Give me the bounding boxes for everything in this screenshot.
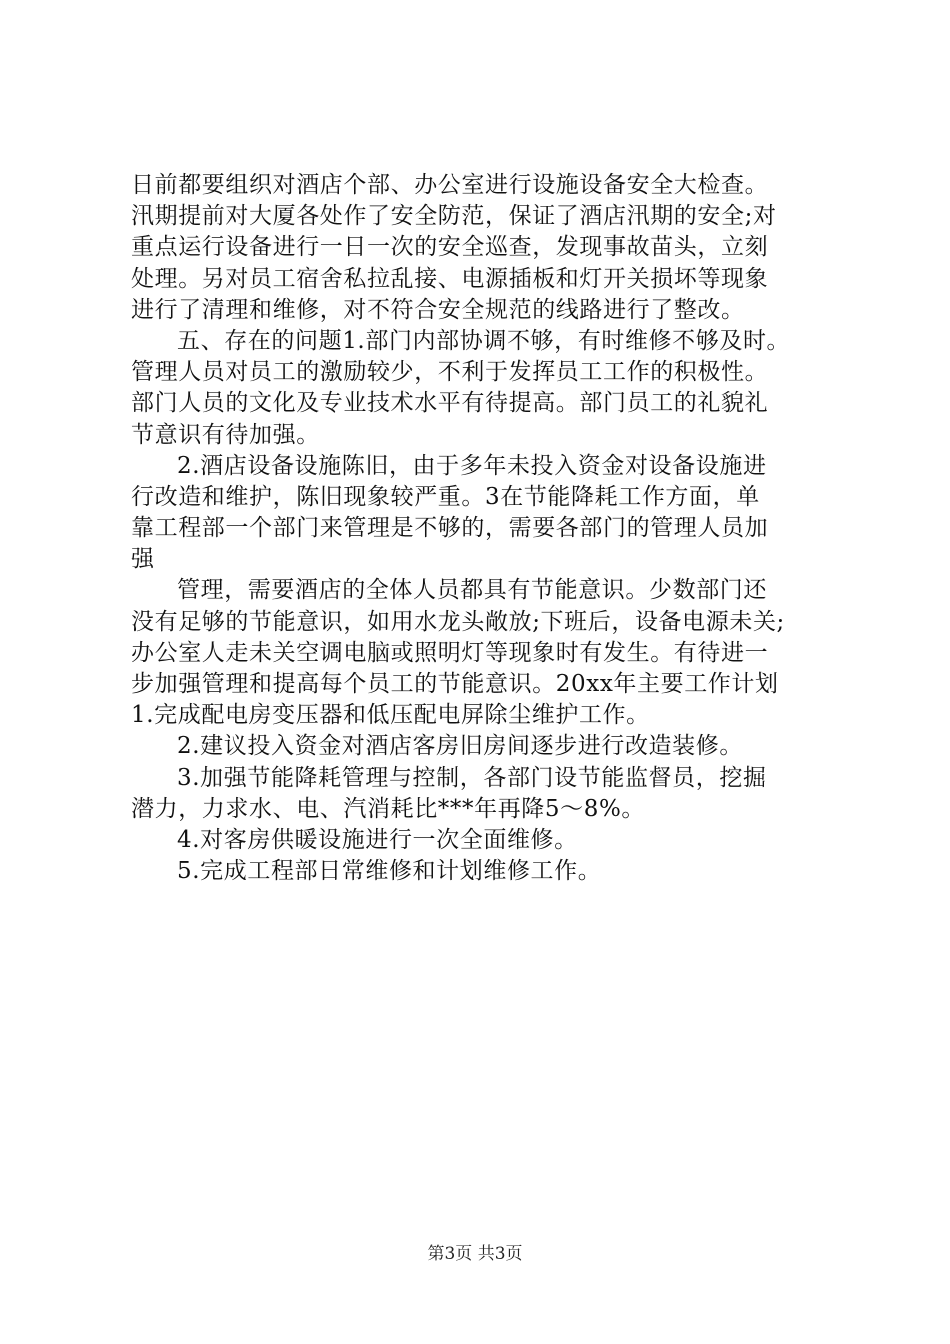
text-line: 办公室人走未关空调电脑或照明灯等现象时有发生。有待进一 [131,639,769,666]
text-line: 强 [131,546,155,573]
text-line: 汛期提前对大厦各处作了安全防范，保证了酒店汛期的安全;对 [131,203,777,230]
plan-item-2: 2.建议投入资金对酒店客房旧房间逐步进行改造装修。 [177,733,743,760]
plan-item-4: 4.对客房供暖设施进行一次全面维修。 [177,826,578,853]
plan-item-3: 3.加强节能降耗管理与控制，各部门设节能监督员，挖掘 [177,764,767,791]
text-line: 管理人员对员工的激励较少，不利于发挥员工工作的积极性。 [131,359,769,386]
section-heading-line: 五、存在的问题1.部门内部协调不够，有时维修不够及时。 [177,327,791,354]
text-line: 处理。另对员工宿舍私拉乱接、电源插板和灯开关损坏等现象 [131,265,769,292]
text-line: 节意识有待加强。 [131,421,320,448]
text-line: 靠工程部一个部门来管理是不够的，需要各部门的管理人员加 [131,515,769,542]
text-line: 行改造和维护，陈旧现象较严重。3在节能降耗工作方面，单 [131,483,760,510]
text-line: 部门人员的文化及专业技术水平有待提高。部门员工的礼貌礼 [131,390,769,417]
text-line: 潜力，力求水、电、汽消耗比***年再降5～8%。 [131,795,646,822]
text-line: 日前都要组织对酒店个部、办公室进行设施设备安全大检查。 [131,172,769,198]
text-line: 进行了清理和维修，对不符合安全规范的线路进行了整改。 [131,296,745,323]
plan-item-5: 5.完成工程部日常维修和计划维修工作。 [177,858,602,885]
text-line: 没有足够的节能意识，如用水龙头敞放;下班后，设备电源未关; [131,608,785,635]
paragraph-start-line: 2.酒店设备设施陈旧，由于多年未投入资金对设备设施进 [177,452,767,479]
page-number-footer: 第3页 共3页 [427,1244,523,1264]
text-line: 步加强管理和提高每个员工的节能意识。20xx年主要工作计划 [131,671,779,697]
document-body [131,170,843,887]
plan-item-1: 1.完成配电房变压器和低压配电屏除尘维护工作。 [131,702,650,729]
text-line: 重点运行设备进行一日一次的安全巡查，发现事故苗头，立刻 [131,234,769,261]
paragraph-start-line: 管理，需要酒店的全体人员都具有节能意识。少数部门还 [177,577,767,604]
